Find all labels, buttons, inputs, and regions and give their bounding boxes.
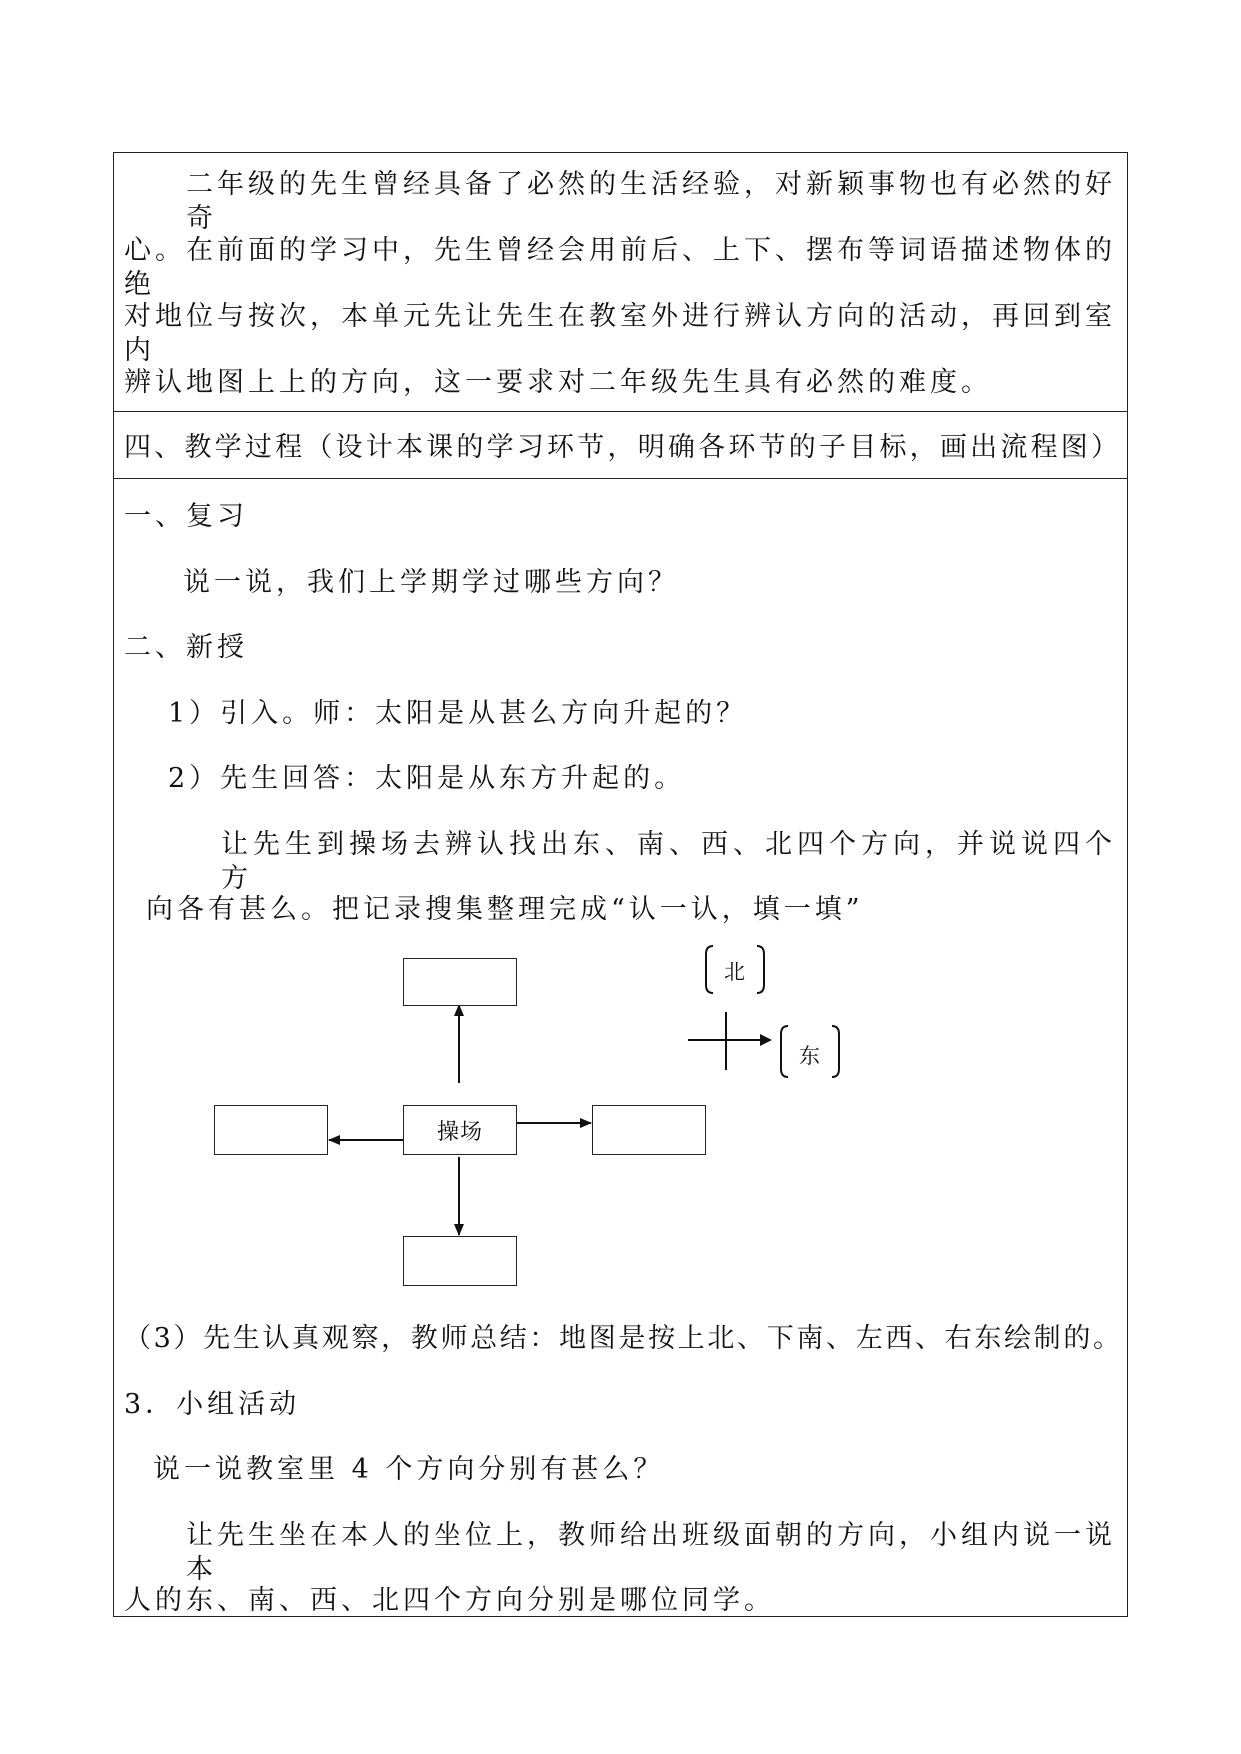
north-blank-box xyxy=(403,958,517,1006)
compass-north-label: 北 xyxy=(724,960,745,984)
group-activity-question: 说一说教室里 4 个方向分别有甚么？ xyxy=(153,1454,665,1485)
group-activity-line: 人的东、南、西、北四个方向分别是哪位同学。 xyxy=(124,1585,775,1616)
step-2: 2）先生回答：太阳是从东方升起的。 xyxy=(168,763,686,794)
activity-line: 向各有甚么。把记录搜集整理完成“认一认，填一填” xyxy=(146,894,864,925)
paragraph-line: 二年级的先生曾经具备了必然的生活经验，对新颖事物也有必然的好奇 xyxy=(186,169,1116,234)
bracket-left xyxy=(781,1026,788,1077)
compass-east-label: 东 xyxy=(799,1044,820,1068)
group-activity-heading: 3．小组活动 xyxy=(124,1389,301,1420)
section-heading: 四、教学过程（设计本课的学习环节，明确各环节的子目标，画出流程图） xyxy=(124,432,1120,463)
paragraph-line: 对地位与按次，本单元先让先生在教室外进行辨认方向的活动，再回到室内 xyxy=(124,301,1116,366)
paragraph-line: 心。在前面的学习中，先生曾经会用前后、上下、摆布等词语描述物体的绝 xyxy=(124,235,1116,300)
east-blank-box xyxy=(592,1105,706,1155)
step-1: 1）引入。师：太阳是从甚么方向升起的？ xyxy=(168,698,748,729)
south-blank-box xyxy=(403,1236,517,1286)
bracket-right xyxy=(832,1026,839,1077)
center-box xyxy=(403,1105,517,1155)
group-activity-line: 让先生坐在本人的坐位上，教师给出班级面朝的方向，小组内说一说本 xyxy=(186,1520,1116,1585)
bracket-right xyxy=(757,946,764,993)
review-heading: 一、复习 xyxy=(124,501,248,532)
new-lesson-heading: 二、新授 xyxy=(124,632,248,663)
summary-line: （3）先生认真观察，教师总结：地图是按上北、下南、左西、右东绘制的。 xyxy=(124,1323,1122,1354)
review-question: 说一说，我们上学期学过哪些方向？ xyxy=(183,567,679,598)
west-blank-box xyxy=(214,1105,328,1155)
activity-line: 让先生到操场去辨认找出东、南、西、北四个方向，并说说四个方 xyxy=(221,829,1116,894)
center-label: 操场 xyxy=(436,1119,483,1145)
bracket-left xyxy=(706,946,713,993)
compass-arrow xyxy=(760,1034,772,1046)
paragraph-line: 辨认地图上上的方向，这一要求对二年级先生具有必然的难度。 xyxy=(124,367,992,398)
